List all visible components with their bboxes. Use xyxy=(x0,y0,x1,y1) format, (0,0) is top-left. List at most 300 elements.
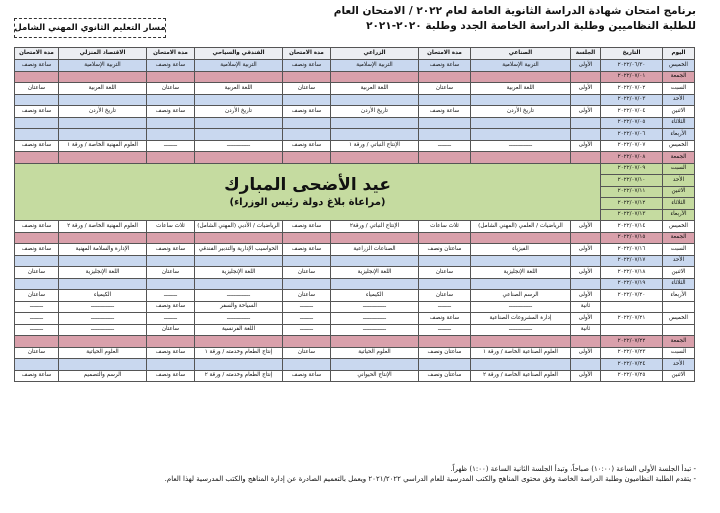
table-cell xyxy=(195,152,283,164)
table-cell: ــــــــ xyxy=(15,324,59,336)
table-cell: ٢٠٢٢/٠٧/١٤ xyxy=(601,221,663,233)
table-cell: ثانية xyxy=(571,301,601,313)
table-cell: اللغة الإنجليزية xyxy=(59,267,147,279)
table-cell: الرياضيات / الأدبي (المهني الشامل) xyxy=(195,221,283,233)
table-cell xyxy=(571,117,601,129)
table-row xyxy=(15,336,695,348)
table-cell xyxy=(147,94,195,106)
table-cell: ساعتان ونصف xyxy=(419,244,471,256)
table-cell: ــــــــــــــ xyxy=(471,324,571,336)
table-cell: الخميس xyxy=(663,60,695,72)
table-cell: العلوم الحياتية xyxy=(59,347,147,359)
table-row xyxy=(15,244,695,256)
table-cell xyxy=(147,255,195,267)
table-cell: تاريخ الأردن xyxy=(195,106,283,118)
table-cell: ــــــــــــــ xyxy=(59,324,147,336)
table-row xyxy=(15,71,695,83)
day-cell: الأربعاء xyxy=(663,209,695,221)
day-cell: الأحد xyxy=(663,175,695,187)
table-cell: الاثنين xyxy=(663,370,695,382)
table-cell: ساعة ونصف xyxy=(15,244,59,256)
table-cell xyxy=(331,129,419,141)
table-cell xyxy=(471,359,571,371)
table-cell xyxy=(331,336,419,348)
table-cell xyxy=(283,232,331,244)
table-row xyxy=(15,347,695,359)
column-header: الجلسة xyxy=(571,48,601,60)
column-header: مدة الامتحان xyxy=(419,48,471,60)
table-cell: ــــــــــــــ xyxy=(331,324,419,336)
day-cell: السبت xyxy=(663,163,695,175)
table-cell: ــــــــ xyxy=(283,324,331,336)
table-cell: الاثنين xyxy=(663,106,695,118)
table-row xyxy=(15,117,695,129)
table-cell: ساعتان xyxy=(147,83,195,95)
table-cell: ــــــــ xyxy=(147,313,195,325)
notes xyxy=(30,464,696,484)
table-cell: ساعة ونصف xyxy=(283,60,331,72)
column-header: اليوم xyxy=(663,48,695,60)
table-cell: الأولى xyxy=(571,83,601,95)
table-cell: ساعتان xyxy=(147,267,195,279)
table-cell: ساعة ونصف xyxy=(15,106,59,118)
table-cell xyxy=(147,232,195,244)
table-cell: ــــــــــــــ xyxy=(331,301,419,313)
table-cell: ــــــــــــــ xyxy=(195,313,283,325)
table-cell: ــــــــــــــ xyxy=(59,301,147,313)
table-cell xyxy=(471,232,571,244)
table-cell xyxy=(283,129,331,141)
table-cell: العلوم المهنية الخاصة / ورقة ١ xyxy=(59,140,147,152)
table-cell: ٢٠٢٢/٠٦/٣٠ xyxy=(601,60,663,72)
table-cell xyxy=(331,117,419,129)
table-cell: ــــــــ xyxy=(419,324,471,336)
table-cell xyxy=(283,71,331,83)
table-cell: ساعتان xyxy=(283,347,331,359)
table-cell: ٢٠٢٢/٠٧/٢٥ xyxy=(601,370,663,382)
table-cell xyxy=(195,255,283,267)
table-cell: ساعة ونصف xyxy=(147,106,195,118)
column-header: الزراعي xyxy=(331,48,419,60)
column-header: الاقتصاد المنزلي xyxy=(59,48,147,60)
table-cell: ساعة ونصف xyxy=(283,370,331,382)
table-cell: ساعة ونصف xyxy=(15,370,59,382)
table-cell xyxy=(59,255,147,267)
table-cell xyxy=(147,336,195,348)
table-cell: ٢٠٢٢/٠٧/٠٧ xyxy=(601,140,663,152)
table-cell xyxy=(663,324,695,336)
holiday-subtitle: (مراعاة بلاغ دولة رئيس الوزراء) xyxy=(229,196,386,208)
table-cell: الأحد xyxy=(663,255,695,267)
table-cell xyxy=(195,359,283,371)
table-cell xyxy=(283,117,331,129)
table-cell xyxy=(147,129,195,141)
table-cell xyxy=(15,129,59,141)
table-row xyxy=(15,106,695,118)
table-cell: التربية الإسلامية xyxy=(195,60,283,72)
table-cell: الجمعة xyxy=(663,152,695,164)
table-cell xyxy=(419,152,471,164)
table-cell: التربية الإسلامية xyxy=(331,60,419,72)
table-cell xyxy=(283,94,331,106)
table-cell: ساعة ونصف xyxy=(283,221,331,233)
table-cell xyxy=(59,278,147,290)
table-cell xyxy=(195,336,283,348)
table-row xyxy=(15,255,695,267)
table-cell: ــــــــــــــ xyxy=(471,301,571,313)
table-cell: التربية الإسلامية xyxy=(59,60,147,72)
table-cell xyxy=(419,336,471,348)
table-cell: ٢٠٢٢/٠٧/١٨ xyxy=(601,267,663,279)
table-cell xyxy=(571,255,601,267)
table-cell: الجمعة xyxy=(663,232,695,244)
table-cell: ــــــــ xyxy=(283,313,331,325)
table-row xyxy=(15,129,695,141)
table-cell xyxy=(571,336,601,348)
table-cell: ــــــــ xyxy=(419,301,471,313)
table-cell: ساعة ونصف xyxy=(147,370,195,382)
table-cell: ــــــــ xyxy=(147,140,195,152)
table-cell xyxy=(59,71,147,83)
table-cell: ٢٠٢٢/٠٧/٢٢ xyxy=(601,336,663,348)
table-cell: الرسم الصناعي xyxy=(471,290,571,302)
table-cell xyxy=(571,94,601,106)
table-cell: ثلاث ساعات xyxy=(147,221,195,233)
table-cell xyxy=(59,359,147,371)
table-cell: ساعة ونصف xyxy=(147,347,195,359)
table-cell: ٢٠٢٢/٠٧/١٧ xyxy=(601,255,663,267)
table-cell: الخميس xyxy=(663,313,695,325)
table-cell: ٢٠٢٢/٠٧/٠٨ xyxy=(601,152,663,164)
date-cell: ٢٠٢٢/٠٧/٠٩ xyxy=(601,163,663,175)
table-cell xyxy=(195,117,283,129)
table-row xyxy=(15,140,695,152)
table-cell: العلوم المهنية الخاصة / ورقة ٢ xyxy=(59,221,147,233)
table-cell: ــــــــ xyxy=(283,301,331,313)
column-header: الصناعي xyxy=(471,48,571,60)
day-cell: الثلاثاء xyxy=(663,198,695,210)
table-cell: السياحة والسفر xyxy=(195,301,283,313)
table-cell xyxy=(601,324,663,336)
table-cell: ساعة ونصف xyxy=(419,313,471,325)
table-cell: الكيمياء xyxy=(331,290,419,302)
table-cell xyxy=(471,94,571,106)
table-cell: اللغة الإنجليزية xyxy=(331,267,419,279)
table-cell xyxy=(59,94,147,106)
table-cell xyxy=(331,232,419,244)
table-cell: ساعة ونصف xyxy=(283,106,331,118)
table-cell: السبت xyxy=(663,244,695,256)
table-cell xyxy=(571,71,601,83)
note-line-2: - يتقدم الطلبة النظاميون وطلبة الدراسة الخاصة وفق محتوى المناهج والكتب المدرسية للعام الدراسي ٢٠٢١/٢٠٢٢ ويعمل بالتعميم الصادرة عن إدارة المناهج والكتب المدرسية لهذا العام. xyxy=(164,475,696,483)
table-cell: ساعتان xyxy=(15,290,59,302)
table-cell: ساعتان xyxy=(147,324,195,336)
table-row xyxy=(15,313,695,325)
table-cell: ساعتان xyxy=(15,347,59,359)
date-cell: ٢٠٢٢/٠٧/١٣ xyxy=(601,209,663,221)
table-cell: اللغة العربية xyxy=(471,83,571,95)
table-cell: الأولى xyxy=(571,244,601,256)
table-cell: ثانية xyxy=(571,324,601,336)
table-cell: تاريخ الأردن xyxy=(471,106,571,118)
table-row xyxy=(15,359,695,371)
table-cell: التربية الإسلامية xyxy=(471,60,571,72)
table-cell xyxy=(15,232,59,244)
table-cell: ساعتان xyxy=(15,267,59,279)
table-cell xyxy=(15,117,59,129)
table-cell: اللغة العربية xyxy=(195,83,283,95)
table-cell: ــــــــ xyxy=(419,140,471,152)
table-cell xyxy=(331,71,419,83)
column-header: مدة الامتحان xyxy=(147,48,195,60)
table-cell: الأولى xyxy=(571,140,601,152)
table-cell: الإنتاج النباتي / ورقة ١ xyxy=(331,140,419,152)
table-cell: الإنتاج الحيواني xyxy=(331,370,419,382)
table-cell: ساعتان xyxy=(283,83,331,95)
table-cell: الرياضيات / العلمي (المهني الشامل) xyxy=(471,221,571,233)
table-cell xyxy=(59,232,147,244)
table-cell xyxy=(471,71,571,83)
table-cell: ــــــــ xyxy=(15,301,59,313)
table-cell xyxy=(15,152,59,164)
table-cell: ساعة ونصف xyxy=(147,301,195,313)
table-row xyxy=(15,232,695,244)
table-cell: ساعة ونصف xyxy=(15,221,59,233)
table-cell xyxy=(59,129,147,141)
title-line-2: للطلبة النظاميين وطلبة الدراسة الخاصة الجدد وطلبة ٢٠٢٠-٢٠٢١ xyxy=(366,20,696,32)
table-cell xyxy=(419,71,471,83)
table-cell: ثلاث ساعات xyxy=(419,221,471,233)
table-cell xyxy=(419,117,471,129)
table-cell: ــــــــ xyxy=(147,290,195,302)
table-row xyxy=(15,60,695,72)
table-cell xyxy=(59,152,147,164)
table-cell: ــــــــــــــ xyxy=(195,140,283,152)
table-cell: اللغة الإنجليزية xyxy=(471,267,571,279)
table-cell xyxy=(331,278,419,290)
date-cell: ٢٠٢٢/٠٧/١٠ xyxy=(601,175,663,187)
table-cell: إدارة المشروعات الصناعية xyxy=(471,313,571,325)
table-cell xyxy=(195,129,283,141)
table-cell xyxy=(283,359,331,371)
table-cell: ساعتان xyxy=(283,290,331,302)
table-cell: ٢٠٢٢/٠٧/٢٣ xyxy=(601,347,663,359)
table-cell xyxy=(195,232,283,244)
table-cell xyxy=(195,71,283,83)
table-cell xyxy=(331,255,419,267)
table-cell xyxy=(283,278,331,290)
table-cell xyxy=(59,336,147,348)
table-cell xyxy=(571,129,601,141)
table-cell xyxy=(283,152,331,164)
table-cell: ساعة ونصف xyxy=(15,60,59,72)
table-cell: ٢٠٢٢/٠٧/٠٥ xyxy=(601,117,663,129)
table-cell xyxy=(571,359,601,371)
column-header: مدة الامتحان xyxy=(283,48,331,60)
table-cell: ٢٠٢٢/٠٧/٠٣ xyxy=(601,94,663,106)
table-cell: الرسم والتصميم xyxy=(59,370,147,382)
table-cell: اللغة العربية xyxy=(331,83,419,95)
table-cell: إنتاج الطعام وخدمته / ورقة ٢ xyxy=(195,370,283,382)
table-cell xyxy=(59,117,147,129)
table-cell: الفيزياء xyxy=(471,244,571,256)
table-cell: الأولى xyxy=(571,221,601,233)
table-cell: العلوم الحياتية xyxy=(331,347,419,359)
table-cell: ساعتان xyxy=(419,83,471,95)
table-cell: الأولى xyxy=(571,290,601,302)
table-cell: ساعة ونصف xyxy=(419,106,471,118)
table-cell: الإنتاج النباتي / ورقة٢ xyxy=(331,221,419,233)
table-row xyxy=(15,94,695,106)
holiday-banner xyxy=(15,163,601,221)
table-cell: الأولى xyxy=(571,267,601,279)
table-cell xyxy=(419,94,471,106)
table-cell xyxy=(15,359,59,371)
table-header-row xyxy=(15,48,695,60)
table-cell: الأولى xyxy=(571,347,601,359)
table-cell: الثلاثاء xyxy=(663,117,695,129)
table-cell: الأولى xyxy=(571,370,601,382)
table-cell xyxy=(601,301,663,313)
table-cell xyxy=(15,255,59,267)
table-cell: الإدارة والسلامة المهنية xyxy=(59,244,147,256)
date-cell: ٢٠٢٢/٠٧/١١ xyxy=(601,186,663,198)
table-cell: ٢٠٢٢/٠٧/٠٦ xyxy=(601,129,663,141)
column-header: مدة الامتحان xyxy=(15,48,59,60)
table-cell: ٢٠٢٢/٠٧/٠١ xyxy=(601,71,663,83)
table-row xyxy=(15,278,695,290)
table-cell: ساعتان xyxy=(283,267,331,279)
table-cell xyxy=(331,94,419,106)
table-cell: ٢٠٢٢/٠٧/١٥ xyxy=(601,232,663,244)
table-cell xyxy=(663,301,695,313)
table-cell: ساعتان xyxy=(15,83,59,95)
table-cell: الخميس xyxy=(663,221,695,233)
table-cell: الاثنين xyxy=(663,267,695,279)
table-cell xyxy=(195,278,283,290)
table-cell: اللغة العربية xyxy=(59,83,147,95)
table-cell: الصناعات الزراعية xyxy=(331,244,419,256)
table-row xyxy=(15,290,695,302)
date-cell: ٢٠٢٢/٠٧/١٢ xyxy=(601,198,663,210)
table-cell: ساعتان ونصف xyxy=(419,347,471,359)
table-cell: ساعتان xyxy=(419,267,471,279)
table-cell: العلوم الصناعية الخاصة / ورقة ٢ xyxy=(471,370,571,382)
table-cell: اللغة الفرنسية xyxy=(195,324,283,336)
table-cell: ٢٠٢٢/٠٧/١٩ xyxy=(601,278,663,290)
table-cell xyxy=(283,255,331,267)
table-cell xyxy=(571,232,601,244)
table-cell xyxy=(331,359,419,371)
table-cell xyxy=(419,232,471,244)
table-cell: الأحد xyxy=(663,359,695,371)
table-cell xyxy=(283,336,331,348)
table-row xyxy=(15,324,695,336)
document-title xyxy=(160,4,696,34)
table-cell: ٢٠٢٢/٠٧/٠٤ xyxy=(601,106,663,118)
table-cell xyxy=(471,152,571,164)
column-header: الفندقي والسياحي xyxy=(195,48,283,60)
table-cell xyxy=(471,255,571,267)
table-cell xyxy=(471,336,571,348)
note-line-1: - تبدأ الجلسة الأولى الساعة (١٠:٠٠) صباحاً، وتبدأ الجلسة الثانية الساعة (١:٠٠) ظهراً. xyxy=(450,465,696,473)
table-cell: السبت xyxy=(663,347,695,359)
table-cell: ساعتان ونصف xyxy=(419,370,471,382)
table-cell xyxy=(15,71,59,83)
table-cell: تاريخ الأردن xyxy=(59,106,147,118)
table-cell xyxy=(471,117,571,129)
table-cell xyxy=(419,359,471,371)
track-badge: مسار التعليم الثانوي المهني الشامل xyxy=(14,18,166,38)
title-line-1: برنامج امتحان شهادة الدراسة الثانوية العامة لعام ٢٠٢٢ / الامتحان العام xyxy=(333,5,696,17)
column-header: التاريخ xyxy=(601,48,663,60)
table-cell: الجمعة xyxy=(663,71,695,83)
table-cell xyxy=(419,255,471,267)
table-cell: ٢٠٢٢/٠٧/٢٤ xyxy=(601,359,663,371)
table-row xyxy=(15,301,695,313)
table-cell: ساعة ونصف xyxy=(419,60,471,72)
table-cell xyxy=(195,94,283,106)
table-cell: الثلاثاء xyxy=(663,278,695,290)
table-cell: ٢٠٢٢/٠٧/١٦ xyxy=(601,244,663,256)
table-cell xyxy=(15,94,59,106)
table-cell: ــــــــــــــ xyxy=(471,140,571,152)
table-cell: ــــــــــــــ xyxy=(331,313,419,325)
table-cell: الجمعة xyxy=(663,336,695,348)
table-cell: ــــــــــــــ xyxy=(195,290,283,302)
table-cell: الخميس xyxy=(663,140,695,152)
table-cell xyxy=(419,129,471,141)
table-cell: الأحد xyxy=(663,94,695,106)
table-cell: إنتاج الطعام وخدمته / ورقة ١ xyxy=(195,347,283,359)
table-cell: تاريخ الأردن xyxy=(331,106,419,118)
table-row xyxy=(15,370,695,382)
table-cell xyxy=(571,278,601,290)
table-cell xyxy=(571,152,601,164)
table-cell xyxy=(15,278,59,290)
holiday-title: عيد الأضحى المبارك xyxy=(224,174,391,195)
table-cell xyxy=(419,278,471,290)
table-cell: ساعة ونصف xyxy=(283,244,331,256)
table-cell xyxy=(471,278,571,290)
table-cell: ساعة ونصف xyxy=(147,60,195,72)
table-cell: ساعتان xyxy=(419,290,471,302)
table-cell: اللغة الإنجليزية xyxy=(195,267,283,279)
exam-schedule-table xyxy=(14,47,695,382)
table-cell xyxy=(147,117,195,129)
table-row xyxy=(15,221,695,233)
table-cell: ٢٠٢٢/٠٧/٢٠ xyxy=(601,290,663,302)
table-cell: ــــــــــــــ xyxy=(59,313,147,325)
table-row xyxy=(15,163,695,175)
table-row xyxy=(15,83,695,95)
table-cell: ــــــــ xyxy=(15,313,59,325)
table-cell xyxy=(15,336,59,348)
table-row xyxy=(15,267,695,279)
table-cell xyxy=(147,359,195,371)
table-cell: ساعة ونصف xyxy=(283,140,331,152)
table-cell xyxy=(147,71,195,83)
day-cell: الاثنين xyxy=(663,186,695,198)
table-cell: الأربعاء xyxy=(663,290,695,302)
table-cell xyxy=(331,152,419,164)
table-cell: العلوم الصناعية الخاصة / ورقة ١ xyxy=(471,347,571,359)
table-cell: الحواسيب الإدارية والتدبير الفندقي xyxy=(195,244,283,256)
table-cell: الكيمياء xyxy=(59,290,147,302)
table-cell xyxy=(147,278,195,290)
table-cell: الأولى xyxy=(571,106,601,118)
table-cell: السبت xyxy=(663,83,695,95)
